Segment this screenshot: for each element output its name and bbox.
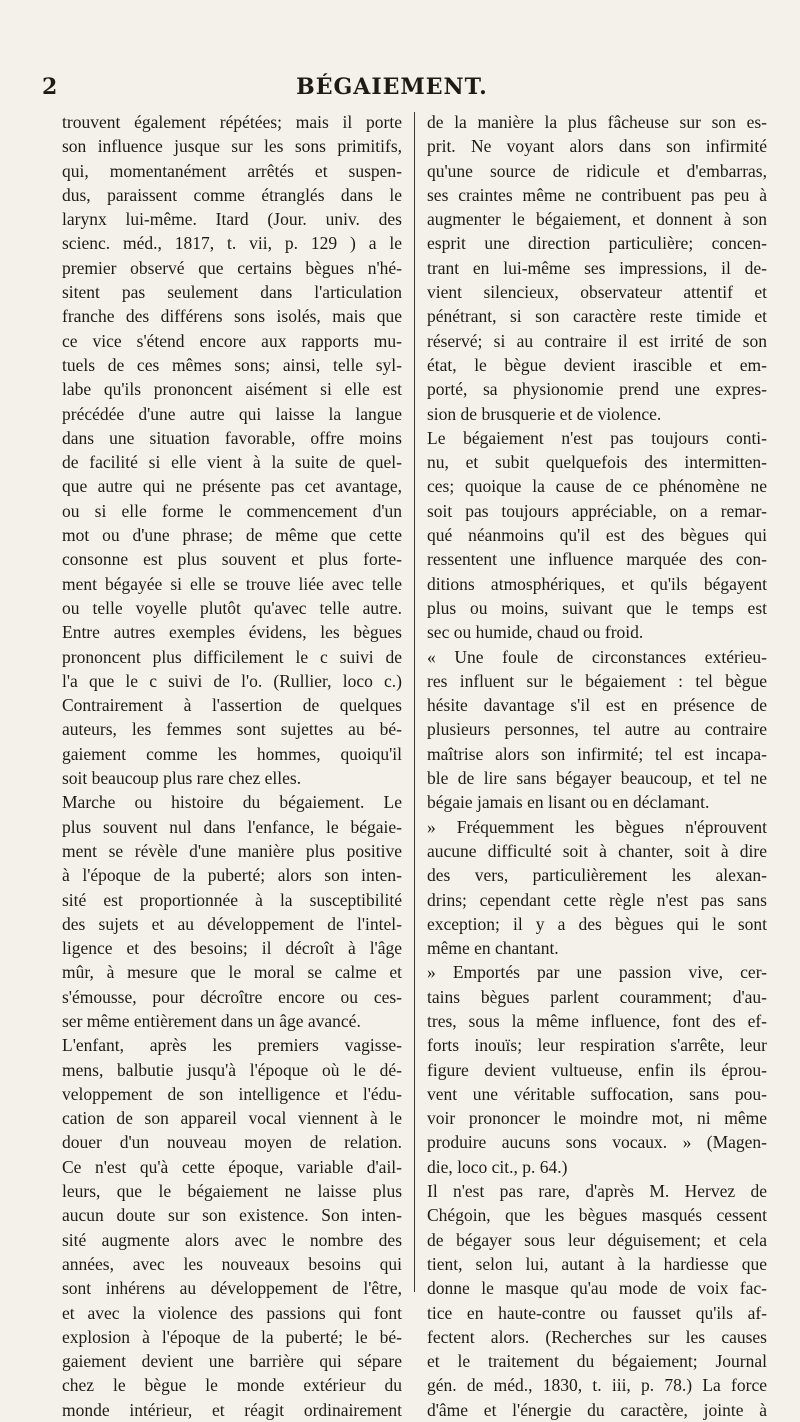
text-line: d'âme et l'énergie du caractère, jointe à	[427, 1399, 767, 1420]
text-line: soit pas toujours appréciable, on a remar-	[427, 500, 767, 521]
text-line: sité est proportionnée à la susceptibilité	[62, 889, 402, 910]
text-line: soit beaucoup plus rare chez elles.	[62, 768, 302, 789]
text-line: ligence et des besoins; il décroît à l'âge	[62, 938, 402, 959]
text-line: premier observé que certains bègues n'hé-	[62, 257, 402, 278]
text-line: monde intérieur, et réagit ordinairement	[62, 1399, 402, 1420]
text-line: tient, selon lui, autant à la hardiesse que	[427, 1253, 767, 1274]
text-line: plusieurs personnes, tel autre au contraire	[427, 719, 767, 740]
text-line: » Fréquemment les bègues n'éprouvent	[427, 816, 767, 837]
text-line: produire aucuns sons vocaux. » (Magen-	[427, 1132, 767, 1153]
text-line: ditions atmosphériques, et qu'ils bégayent	[427, 573, 767, 594]
text-line: larynx lui-même. Itard (Jour. univ. des	[62, 209, 402, 230]
text-line: ou telle voyelle plutôt qu'avec telle autre.	[62, 597, 402, 618]
text-line: tice en haute-contre ou fausset qu'ils af-	[427, 1302, 767, 1323]
text-line: auteurs, les femmes sont sujettes au bé-	[62, 719, 402, 740]
text-line: ressentent une influence marquée des con-	[427, 549, 767, 570]
page-header	[42, 74, 742, 104]
text-line: vent une véritable suffocation, sans pou-	[427, 1083, 767, 1104]
text-line: res influent sur le bégaiement : tel bègue	[427, 670, 767, 691]
text-line: mûr, à mesure que le moral se calme et	[62, 962, 402, 983]
text-line: » Emportés par une passion vive, cer-	[427, 962, 767, 983]
text-line: Il n'est pas rare, d'après M. Hervez de	[427, 1181, 767, 1202]
text-line: porté, sa physionomie prend une expres-	[427, 379, 767, 400]
text-line: mot ou d'une phrase; de même que cette	[62, 525, 402, 546]
text-line: Le bégaiement n'est pas toujours conti-	[427, 427, 767, 448]
text-line: franche des différens sons isolés, mais que	[62, 306, 402, 327]
text-line: labe qu'ils prononcent aisément si elle est	[62, 379, 402, 400]
text-line: dans une situation favorable, offre moins	[62, 427, 402, 448]
text-line: l'a que le c suivi de l'o. (Rullier, loco c.)	[62, 670, 402, 691]
text-line: gaiement devient une barrière qui sépare	[62, 1351, 402, 1372]
text-line: exception; il y a des bègues qui le sont	[427, 913, 767, 934]
running-head: BÉGAIEMENT.	[296, 74, 488, 100]
text-line: donne le masque qu'au mode de voix fac-	[427, 1278, 767, 1299]
text-line: gaiement comme les hommes, quoiqu'il	[62, 743, 402, 764]
text-line: dus, paraissent comme étranglés dans le	[62, 184, 402, 205]
text-line: s'émousse, pour décroître encore ou ces-	[62, 986, 402, 1007]
text-line: et avec la violence des passions qui font	[62, 1302, 402, 1323]
text-line: prit. Ne voyant alors dans son infirmité	[427, 136, 767, 157]
text-line: ment se révèle d'une manière plus positive	[62, 840, 402, 861]
text-line: vient silencieux, observateur attentif et	[427, 282, 767, 303]
text-line: sec ou humide, chaud ou froid.	[427, 622, 644, 643]
text-line: explosion à l'époque de la puberté; le bé-	[62, 1326, 402, 1347]
text-line: consonne est plus souvent et plus forte-	[62, 549, 402, 570]
text-line: plus ou moins, suivant que le temps est	[427, 597, 767, 618]
text-line: ble de lire sans bégayer beaucoup, et tel ne	[427, 768, 767, 789]
text-line: augmenter le bégaiement, et donnent à son	[427, 209, 767, 230]
text-line: aucune difficulté soit à chanter, soit à dire	[427, 840, 767, 861]
text-line: ser même entièrement dans un âge avancé.	[62, 1010, 361, 1031]
text-line: Marche ou histoire du bégaiement. Le	[62, 792, 402, 813]
text-line: L'enfant, après les premiers vagisse-	[62, 1035, 402, 1056]
text-line: gén. de méd., 1830, t. iii, p. 78.) La force	[427, 1375, 767, 1396]
text-line: veloppement de son intelligence et l'édu-	[62, 1083, 402, 1104]
text-line: figure devient vultueuse, enfin ils éprou-	[427, 1059, 767, 1080]
text-line: nu, et subit quelquefois des intermitten-	[427, 452, 767, 473]
text-line: esprit une direction particulière; concen-	[427, 233, 767, 254]
text-line: plus souvent nul dans l'enfance, le bégaie-	[62, 816, 402, 837]
text-line: de facilité si elle vient à la suite de quel-	[62, 452, 402, 473]
left-column	[62, 110, 402, 1422]
page-number: 2	[42, 74, 58, 100]
text-line: son influence jusque sur les sons primitifs,	[62, 136, 402, 157]
text-line: fectent alors. (Recherches sur les causes	[427, 1326, 767, 1347]
text-line: tuels de ces mêmes sons; ainsi, telle syl-	[62, 354, 402, 375]
text-line: scienc. méd., 1817, t. vii, p. 129 ) a le	[62, 233, 402, 254]
text-line: leurs, que le bégaiement ne laisse plus	[62, 1181, 402, 1202]
text-line: voir prononcer le moindre mot, ni même	[427, 1108, 767, 1129]
text-line: sont inhérens au développement de l'être,	[62, 1278, 402, 1299]
text-line: « Une foule de circonstances extérieu-	[427, 646, 767, 667]
text-line: chez le bègue le monde extérieur du	[62, 1375, 402, 1396]
text-line: trant en lui-même ses impressions, il de-	[427, 257, 767, 278]
text-line: prononcent plus difficilement le c suivi de	[62, 646, 402, 667]
text-line: maîtrise alors son infirmité; tel est incapa-	[427, 743, 767, 764]
text-line: ces; quoique la cause de ce phénomène ne	[427, 476, 767, 497]
right-column	[427, 110, 767, 1422]
text-line: années, avec les nouveaux besoins qui	[62, 1253, 402, 1274]
text-line: à l'époque de la puberté; alors son inten-	[62, 865, 402, 886]
text-line: précédée d'une autre qui laisse la langue	[62, 403, 402, 424]
text-line: hésite davantage s'il est en présence de	[427, 695, 767, 716]
text-line: qui, momentanément arrêtés et suspen-	[62, 160, 402, 181]
text-line: et le traitement du bégaiement; Journal	[427, 1351, 767, 1372]
text-line: aucun doute sur son existence. Son inten-	[62, 1205, 402, 1226]
text-line: douer d'un nouveau moyen de relation.	[62, 1132, 402, 1153]
text-line: pénétrant, si son caractère reste timide et	[427, 306, 767, 327]
text-line: des vers, particulièrement les alexan-	[427, 865, 767, 886]
text-line: Chégoin, que les bègues masqués cessent	[427, 1205, 767, 1226]
text-line: des sujets et au développement de l'intel-	[62, 913, 402, 934]
text-line: sité augmente alors avec le nombre des	[62, 1229, 402, 1250]
text-line: ses craintes même ne contribuent pas peu à	[427, 184, 767, 205]
text-line: ment bégayée si elle se trouve liée avec telle	[62, 573, 402, 594]
text-line: tres, sous la même influence, font des ef-	[427, 1010, 767, 1031]
text-line: forts inouïs; leur respiration s'arrête, leur	[427, 1035, 767, 1056]
text-line: réservé; si au contraire il est irrité de son	[427, 330, 767, 351]
text-line: tains bègues parlent couramment; d'au-	[427, 986, 767, 1007]
text-line: Contrairement à l'assertion de quelques	[62, 695, 402, 716]
text-line: qué néanmoins qu'il est des bègues qui	[427, 525, 767, 546]
text-line: ou si elle forme le commencement d'un	[62, 500, 402, 521]
text-line: même en chantant.	[427, 938, 559, 959]
text-line: que autre qui ne présente pas cet avantage,	[62, 476, 402, 497]
text-line: de bégayer sous leur déguisement; et cela	[427, 1229, 767, 1250]
text-line: Ce n'est qu'à cette époque, variable d'ail-	[62, 1156, 402, 1177]
text-line: mens, balbutie jusqu'à l'époque où le dé-	[62, 1059, 402, 1080]
text-line: trouvent également répétées; mais il porte	[62, 112, 402, 132]
text-line: sion de brusquerie et de violence.	[427, 403, 662, 424]
text-line: Entre autres exemples évidens, les bègues	[62, 622, 402, 643]
text-line: ce vice s'étend encore aux rapports mu-	[62, 330, 402, 351]
text-line: cation de son appareil vocal viennent à le	[62, 1108, 402, 1129]
text-line: de la manière la plus fâcheuse sur son es-	[427, 112, 767, 132]
text-line: état, le bègue devient irascible et em-	[427, 354, 767, 375]
text-line: sitent pas seulement dans l'articulation	[62, 282, 402, 303]
text-line: bégaie jamais en lisant ou en déclamant.	[427, 792, 710, 813]
text-line: die, loco cit., p. 64.)	[427, 1156, 568, 1177]
text-line: qu'une source de ridicule et d'embarras,	[427, 160, 767, 181]
column-divider	[414, 112, 415, 1292]
text-line: drins; cependant cette règle n'est pas sans	[427, 889, 767, 910]
